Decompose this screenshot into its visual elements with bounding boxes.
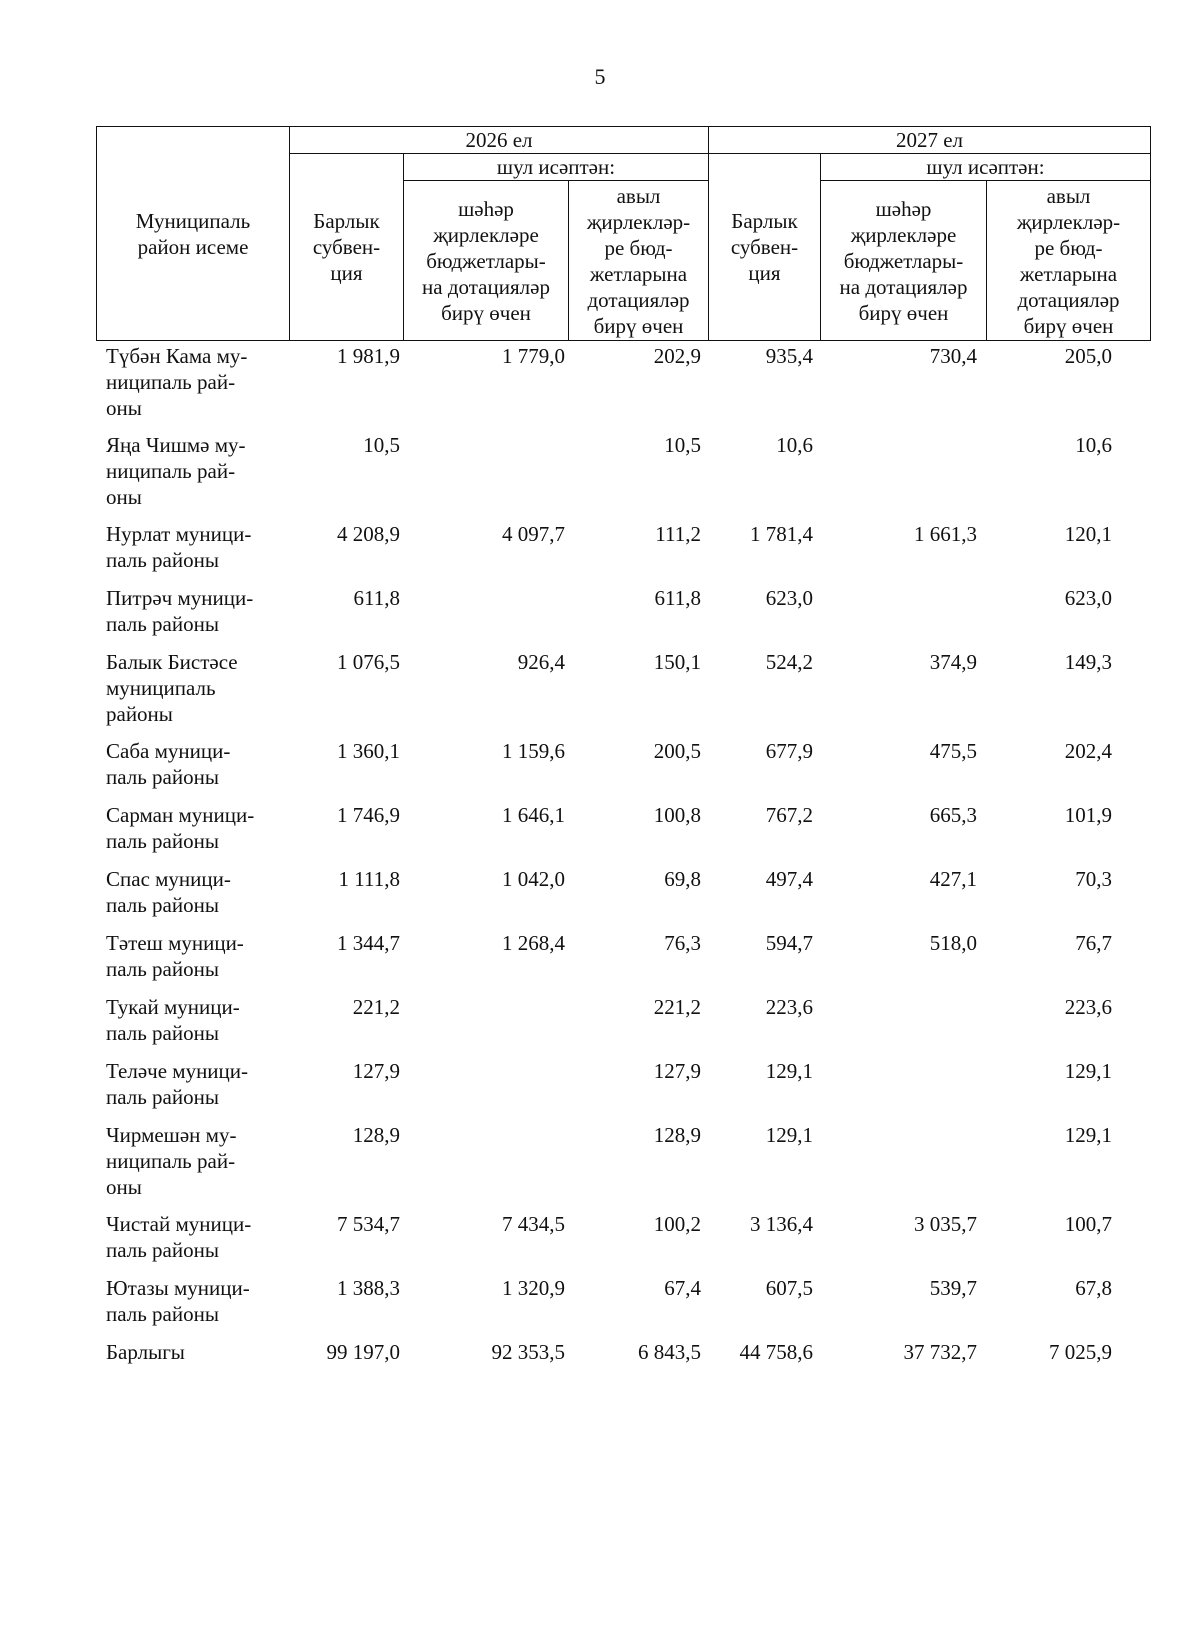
table-row bbox=[96, 585, 1150, 649]
header-rural-dotation-2026: авыл җирлекләр- ре бюд- жетларына дотацияләр бирү өчен bbox=[569, 181, 709, 341]
cell-city-2026: 1 268,4 bbox=[502, 931, 565, 955]
cell-rural-2026: 611,8 bbox=[654, 586, 701, 610]
cell-total-2026: 127,9 bbox=[352, 1059, 400, 1083]
table-row bbox=[96, 802, 1150, 866]
row-name: Теләче муници- паль районы bbox=[106, 1059, 249, 1109]
cell-rural-2026: 100,2 bbox=[653, 1212, 701, 1236]
cell-city-2026: 1 646,1 bbox=[502, 803, 565, 827]
row-name: Сарман муници- паль районы bbox=[106, 803, 255, 853]
header-including-2027: шул исәптән: bbox=[821, 154, 1151, 181]
row-name: Чистай муници- паль районы bbox=[106, 1212, 252, 1262]
cell-rural-2027: 149,3 bbox=[1064, 650, 1112, 674]
header-total-subvention-2026: Барлык субвен- ция bbox=[290, 154, 404, 341]
row-name: Яңа Чишмә му- ниципаль рай- оны bbox=[106, 433, 246, 509]
cell-rural-2027: 205,0 bbox=[1064, 344, 1112, 368]
cell-total-2027: 524,2 bbox=[765, 650, 813, 674]
header-total-subvention-2027: Барлык субвен- ция bbox=[709, 154, 821, 341]
cell-total-2027: 3 136,4 bbox=[750, 1212, 813, 1236]
cell-total-2026: 1 981,9 bbox=[337, 344, 400, 368]
cell-city-2026: 926,4 bbox=[517, 650, 565, 674]
cell-rural-2026: 10,5 bbox=[664, 433, 701, 457]
table-row bbox=[96, 432, 1150, 521]
header-district-name: Муниципаль район исеме bbox=[97, 127, 290, 341]
cell-total-2026: 7 534,7 bbox=[337, 1212, 400, 1236]
header-city-dotation-2027: шәһәр җирлекләре бюджетлары- на дотацияләр бирү өчен bbox=[821, 181, 987, 341]
cell-rural-2027: 67,8 bbox=[1075, 1276, 1112, 1300]
table-row bbox=[96, 343, 1150, 432]
cell-rural-2027: 76,7 bbox=[1075, 931, 1112, 955]
cell-total-2026: 128,9 bbox=[352, 1123, 400, 1147]
table-row bbox=[96, 866, 1150, 930]
cell-total-2027: 623,0 bbox=[765, 586, 813, 610]
cell-total-2027: 223,6 bbox=[765, 995, 813, 1019]
row-name: Чирмешән му- ниципаль рай- оны bbox=[106, 1123, 237, 1199]
cell-rural-2027: 70,3 bbox=[1075, 867, 1112, 891]
cell-rural-2027: 101,9 bbox=[1064, 803, 1112, 827]
cell-total-2027: 677,9 bbox=[765, 739, 813, 763]
cell-total-2027: 497,4 bbox=[765, 867, 813, 891]
table-row bbox=[96, 1058, 1150, 1122]
row-name: Нурлат муници- паль районы bbox=[106, 522, 252, 572]
cell-rural-2026: 100,8 bbox=[653, 803, 701, 827]
cell-rural-2027: 623,0 bbox=[1064, 586, 1112, 610]
cell-rural-2026: 200,5 bbox=[653, 739, 701, 763]
cell-total-2026: 1 111,8 bbox=[338, 867, 400, 891]
table-row bbox=[96, 1122, 1150, 1211]
cell-rural-2027: 202,4 bbox=[1064, 739, 1112, 763]
cell-total-2026: 221,2 bbox=[352, 995, 400, 1019]
cell-rural-2026: 76,3 bbox=[664, 931, 701, 955]
cell-rural-2027: 120,1 bbox=[1064, 522, 1112, 546]
cell-city-2026: 1 320,9 bbox=[502, 1276, 565, 1300]
cell-total-2026: 4 208,9 bbox=[337, 522, 400, 546]
cell-city-2027: 374,9 bbox=[929, 650, 977, 674]
cell-city-2027: 427,1 bbox=[929, 867, 977, 891]
row-name: Питрәч муници- паль районы bbox=[106, 586, 254, 636]
cell-total-2027: 44 758,6 bbox=[739, 1340, 813, 1364]
cell-city-2027: 518,0 bbox=[929, 931, 977, 955]
cell-total-2026: 99 197,0 bbox=[326, 1340, 400, 1364]
table-row bbox=[96, 1211, 1150, 1275]
row-name: Балык Бистәсе муниципаль районы bbox=[106, 650, 238, 726]
header-including-2026: шул исәптән: bbox=[404, 154, 709, 181]
cell-total-2026: 1 388,3 bbox=[337, 1276, 400, 1300]
cell-total-2026: 1 076,5 bbox=[337, 650, 400, 674]
row-name: Спас муници- паль районы bbox=[106, 867, 231, 917]
cell-city-2027: 1 661,3 bbox=[914, 522, 977, 546]
cell-rural-2027: 223,6 bbox=[1064, 995, 1112, 1019]
cell-city-2026: 4 097,7 bbox=[502, 522, 565, 546]
table-row bbox=[96, 994, 1150, 1058]
row-name: Түбән Кама му- ниципаль рай- оны bbox=[106, 344, 248, 420]
cell-total-2027: 129,1 bbox=[765, 1123, 813, 1147]
cell-total-2027: 767,2 bbox=[765, 803, 813, 827]
cell-total-2027: 594,7 bbox=[765, 931, 813, 955]
cell-rural-2026: 127,9 bbox=[653, 1059, 701, 1083]
cell-city-2027: 475,5 bbox=[929, 739, 977, 763]
cell-rural-2026: 6 843,5 bbox=[638, 1340, 701, 1364]
cell-city-2027: 3 035,7 bbox=[914, 1212, 977, 1236]
cell-total-2026: 1 344,7 bbox=[337, 931, 400, 955]
cell-total-2026: 611,8 bbox=[353, 586, 400, 610]
cell-rural-2026: 128,9 bbox=[653, 1123, 701, 1147]
cell-total-2026: 10,5 bbox=[363, 433, 400, 457]
table-row bbox=[96, 1275, 1150, 1339]
table-row bbox=[96, 649, 1150, 738]
cell-rural-2026: 221,2 bbox=[653, 995, 701, 1019]
cell-city-2026: 1 159,6 bbox=[502, 739, 565, 763]
row-name: Саба муници- паль районы bbox=[106, 739, 231, 789]
header-year-2027: 2027 ел bbox=[709, 127, 1151, 154]
header-rural-dotation-2027: авыл җирлекләр- ре бюд- жетларына дотацияләр бирү өчен bbox=[987, 181, 1151, 341]
cell-total-2027: 1 781,4 bbox=[750, 522, 813, 546]
header-city-dotation-2026: шәһәр җирлекләре бюджетлары- на дотацияләр бирү өчен bbox=[404, 181, 569, 341]
cell-rural-2027: 129,1 bbox=[1064, 1059, 1112, 1083]
table-row bbox=[96, 738, 1150, 802]
cell-total-2027: 129,1 bbox=[765, 1059, 813, 1083]
cell-city-2027: 665,3 bbox=[929, 803, 977, 827]
table-body bbox=[96, 343, 1150, 1377]
cell-city-2027: 730,4 bbox=[929, 344, 977, 368]
cell-total-2027: 935,4 bbox=[765, 344, 813, 368]
cell-rural-2027: 129,1 bbox=[1064, 1123, 1112, 1147]
cell-rural-2026: 202,9 bbox=[653, 344, 701, 368]
cell-city-2027: 37 732,7 bbox=[903, 1340, 977, 1364]
cell-total-2027: 607,5 bbox=[765, 1276, 813, 1300]
table-row-total bbox=[96, 1339, 1150, 1377]
cell-city-2026: 1 042,0 bbox=[502, 867, 565, 891]
row-name: Ютазы муници- паль районы bbox=[106, 1276, 250, 1326]
cell-city-2026: 1 779,0 bbox=[502, 344, 565, 368]
cell-city-2027: 539,7 bbox=[929, 1276, 977, 1300]
cell-total-2026: 1 746,9 bbox=[337, 803, 400, 827]
cell-city-2026: 92 353,5 bbox=[491, 1340, 565, 1364]
cell-rural-2027: 100,7 bbox=[1064, 1212, 1112, 1236]
table-row bbox=[96, 930, 1150, 994]
cell-rural-2026: 111,2 bbox=[655, 522, 701, 546]
cell-rural-2027: 10,6 bbox=[1075, 433, 1112, 457]
row-name: Барлыгы bbox=[106, 1340, 185, 1364]
page-number: 5 bbox=[594, 64, 606, 89]
cell-total-2027: 10,6 bbox=[776, 433, 813, 457]
cell-total-2026: 1 360,1 bbox=[337, 739, 400, 763]
table-header bbox=[96, 126, 1151, 341]
cell-rural-2026: 150,1 bbox=[653, 650, 701, 674]
row-name: Тукай муници- паль районы bbox=[106, 995, 240, 1045]
header-year-2026: 2026 ел bbox=[290, 127, 709, 154]
row-name: Тәтеш муници- паль районы bbox=[106, 931, 244, 981]
cell-rural-2026: 69,8 bbox=[664, 867, 701, 891]
table-row bbox=[96, 521, 1150, 585]
cell-city-2026: 7 434,5 bbox=[502, 1212, 565, 1236]
cell-rural-2027: 7 025,9 bbox=[1049, 1340, 1112, 1364]
cell-rural-2026: 67,4 bbox=[664, 1276, 701, 1300]
